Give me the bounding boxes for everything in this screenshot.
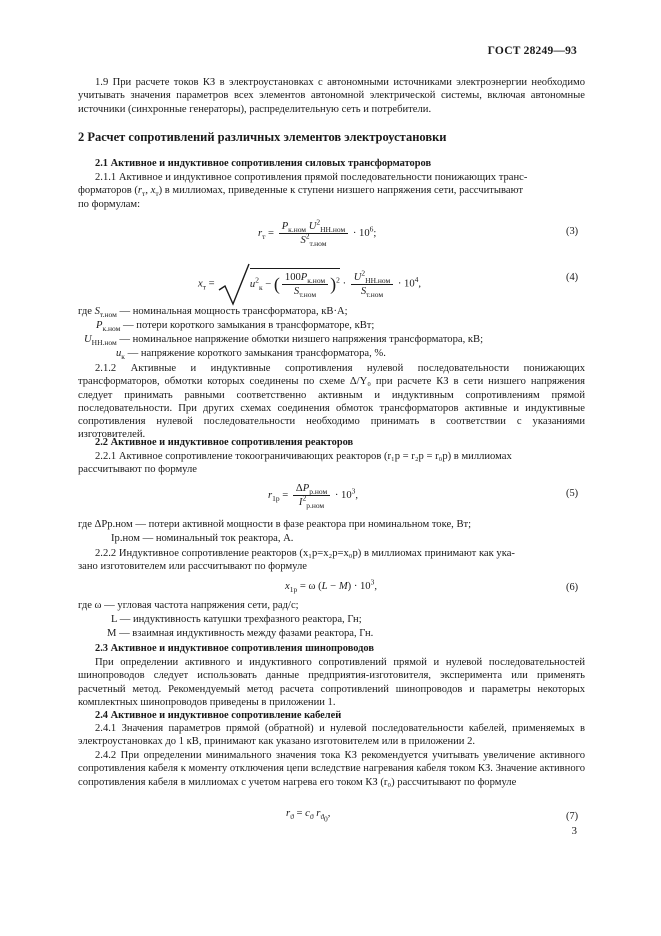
legend-u-nn-nom: $U_{НН.ном}$ — номинальное напряжение обмотки низшего напряжения трансформатора, кВ; (84, 334, 484, 348)
formula-3-number: (3) (566, 226, 579, 237)
legend-omega: где ω — угловая частота напряжения сети, рад/с; (78, 600, 299, 611)
legend-p-k-nom: $P_{к.ном}$ — потери короткого замыкания в трансформаторе, кВт; (96, 320, 375, 334)
legend-s-t-nom: где $S_{т.ном}$ — номинальная мощность трансформатора, кВ·А; (78, 306, 348, 320)
legend-i-r-nom: Iр.ном — номинальный ток реактора, А. (111, 533, 294, 544)
formula-6: $x_{1р} = \omega$ $(L - M) \cdot 10^3$, (285, 577, 377, 595)
subsection-2-3-title: 2.3 Активное и индуктивное сопротивления шинопроводов (95, 643, 374, 654)
subsection-2-2-title: 2.2 Активное и индуктивное сопротивления реакторов (95, 437, 354, 448)
formula-5: $r_{1р}$ = $\frac{\Delta P_{р.ном}}{I^2_{р.ном}}$ · $10^3$, (268, 483, 359, 511)
subsection-2-4-title: 2.4 Активное и индуктивное сопротивление кабелей (95, 710, 342, 721)
formula-4: $x_т = u^2_к$ − ( $\frac{100P_{к.ном}}{S_{т.ном}}$ )$^2$ · $\frac{U^2_{НН.ном}}{S_{т.ном}}$ · $10^4$, (198, 262, 421, 306)
formula-7-number: (7) (566, 811, 579, 822)
legend-delta-p: где ΔPр.ном — потери активной мощности в фазе реактора при номинальном токе, Вт; (78, 519, 472, 530)
paragraph-2-4-1: 2.4.1 Значения параметров прямой (обратной) и нулевой последовательности кабелей, применяемых в электроустановках до 1 кВ, принимают как указано изготовителем или в приложении 2. (78, 723, 585, 748)
standard-header: ГОСТ 28249—93 (487, 45, 577, 57)
page-number: 3 (571, 825, 577, 837)
paragraph-2-1-2: 2.1.2 Активные и индуктивные сопротивления нулевой последовательности понижающих трансформаторов, обмотки которых соединены по схеме Δ/Y₀ при расчете КЗ в сети низшего напряжения следует принимать равными соответственно активным и индуктивным сопротивлениям прямой последовательности. При других схемах соединения обмоток трансформаторов активные и индуктивные сопротивления нулевой последовательности необходимо принимать в соответствии с указаниями изготовителей. (78, 363, 585, 441)
legend-l: L — индуктивность катушки трехфазного реактора, Гн; (111, 614, 362, 625)
paragraph-2-2-1: 2.2.1 Активное сопротивление токоограничивающих реакторов (r₁р = r₂р = r₀р) в миллиомах рассчитывают по формуле (78, 451, 512, 476)
sqrt-icon (217, 262, 251, 306)
formula-7: $r_ϑ = c_ϑ$ $r_{ϑ_0}$, (286, 808, 331, 824)
paragraph-1-9: 1.9 При расчете токов КЗ в электроустановках с автономными источниками электроэнергии необходимо учитывать значения параметров всех элементов автономной электрической системы, включая автономные источники (синхронные генераторы), распределительную сеть и потребители. (78, 77, 585, 115)
paragraph-2-3: При определении активного и индуктивного сопротивлений прямой и нулевой последовательностей шинопроводов следует использовать данные предприятия-изготовителя, эксперимента или применять расчетный метод. Рекомендуемый метод расчета сопротивлений шинопроводов и параметры некоторых комплектных шинопроводов приведены в приложении 1. (78, 657, 585, 708)
subsection-2-1-title: 2.1 Активное и индуктивное сопротивления силовых трансформаторов (95, 158, 432, 169)
section-2-title: 2 Расчет сопротивлений различных элементов электроустановки (78, 130, 447, 144)
formula-3: $r_т$ = $\frac{P_{к.ном} U^2_{НН.ном}}{S^2_{т.ном}}$ · $10^6$; (258, 217, 377, 249)
formula-5-number: (5) (566, 488, 579, 499)
paragraph-2-1-1: 2.1.1 Активное и индуктивное сопротивления прямой последовательности понижающих транс- форматоров ($r_т$, $x_т$) в миллиомах, приведенные к ступени низшего напряжения сети, рассчитывают по формулам: (78, 172, 528, 210)
formula-6-number: (6) (566, 582, 579, 593)
legend-m: M — взаимная индуктивность между фазами реактора, Гн. (107, 628, 374, 639)
formula-4-number: (4) (566, 272, 579, 283)
paragraph-2-2-2: 2.2.2 Индуктивное сопротивление реакторов (x₁р=x₂р=x₀р) в миллиомах принимают как ука- зано изготовителем или рассчитывают по формуле (78, 548, 515, 573)
legend-u-k: $u_к$ — напряжение короткого замыкания трансформатора, %. (116, 348, 386, 362)
paragraph-2-4-2: 2.4.2 При определении минимального значения тока КЗ рекомендуется учитывать увеличение активного сопротивления кабеля к моменту отключения цепи вследствие нагревания кабеля током КЗ. Значение активного сопротивления кабеля в миллиомах с учетом нагрева его током КЗ (r₀) рассчитывают по формуле (78, 750, 585, 788)
